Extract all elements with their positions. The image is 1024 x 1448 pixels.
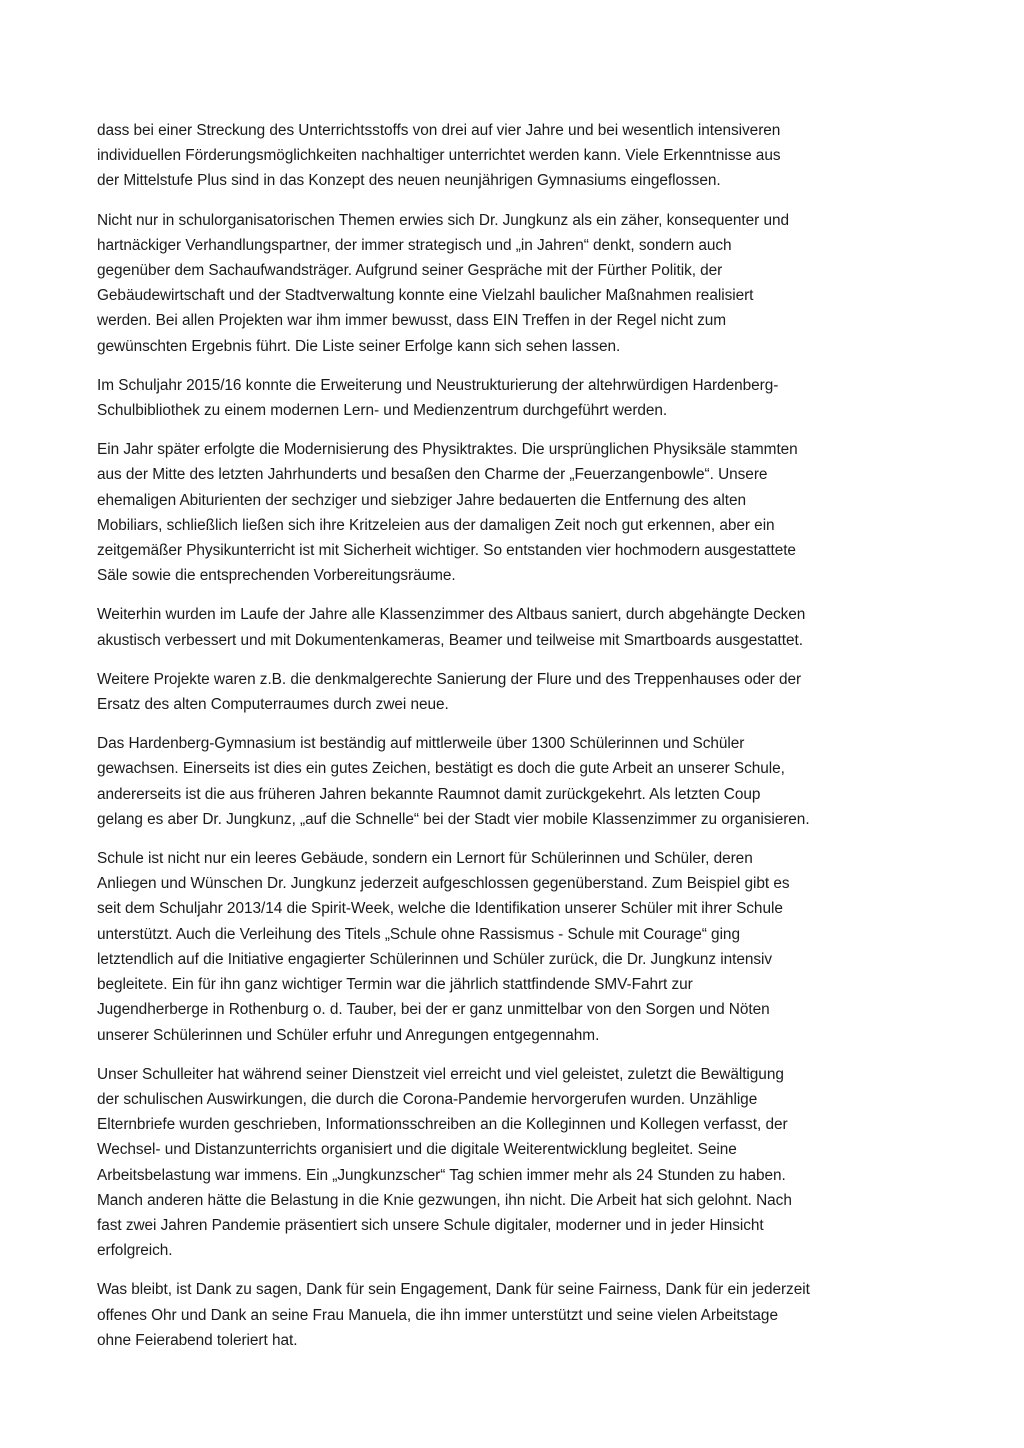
text-line: Ersatz des alten Computerraumes durch zwei neue. [97, 696, 449, 714]
text-line: seit dem Schuljahr 2013/14 die Spirit-Week, welche die Identifikation unserer Schüler mit ihrer Schule [97, 900, 783, 918]
text-line: zeitgemäßer Physikunterricht ist mit Sicherheit wichtiger. So entstanden vier hochmodern ausgestattete [97, 542, 796, 560]
text-line: Anliegen und Wünschen Dr. Jungkunz jederzeit aufgeschlossen gegenüberstand. Zum Beispiel gibt es [97, 875, 790, 893]
text-line: gelang es aber Dr. Jungkunz, „auf die Schnelle“ bei der Stadt vier mobile Klassenzimmer zu organisieren. [97, 810, 810, 828]
text-line: Gebäudewirtschaft und der Stadtverwaltung konnte eine Vielzahl baulicher Maßnahmen realisiert [97, 287, 754, 305]
text-line: individuellen Förderungsmöglichkeiten nachhaltiger unterrichtet werden kann. Viele Erkenntnisse aus [97, 147, 781, 165]
paragraph-9 [97, 1062, 907, 1264]
paragraph-8 [97, 846, 907, 1048]
text-line: gewünschten Ergebnis führt. Die Liste seiner Erfolge kann sich sehen lassen. [97, 337, 621, 355]
text-line: dass bei einer Streckung des Unterrichtsstoffs von drei auf vier Jahre und bei wesentlich intensiveren [97, 122, 781, 139]
text-line: Weiterhin wurden im Laufe der Jahre alle Klassenzimmer des Altbaus saniert, durch abgehängte Decken [97, 606, 806, 624]
text-line: Schulbibliothek zu einem modernen Lern- und Medienzentrum durchgeführt werden. [97, 402, 668, 420]
text-line: Unser Schulleiter hat während seiner Dienstzeit viel erreicht und viel geleistet, zuletzt die Bewältigung [97, 1065, 784, 1083]
text-line: unserer Schülerinnen und Schüler erfuhr und Anregungen entgegennahm. [97, 1026, 600, 1044]
text-line: werden. Bei allen Projekten war ihm immer bewusst, dass EIN Treffen in der Regel nicht zum [97, 312, 727, 330]
text-line: letztendlich auf die Initiative engagierter Schülerinnen und Schüler zurück, die Dr. Jungkunz intensiv [97, 950, 773, 968]
text-line: unterstützt. Auch die Verleihung des Titels „Schule ohne Rassismus - Schule mit Courage“ ging [97, 925, 740, 943]
text-line: Nicht nur in schulorganisatorischen Themen erwies sich Dr. Jungkunz als ein zäher, konsequenter und [97, 211, 790, 229]
text-line: Wechsel- und Distanzunterrichts organisiert und die digitale Weiterentwicklung begleitet. Seine [97, 1141, 737, 1159]
text-line: offenes Ohr und Dank an seine Frau Manuela, die ihn immer unterstützt und seine vielen Arbeitstage [97, 1306, 778, 1324]
text-line: gewachsen. Einerseits ist dies ein gutes Zeichen, bestätigt es doch die gute Arbeit an unserer Schule, [97, 760, 785, 778]
text-line: Jugendherberge in Rothenburg o. d. Tauber, bei der er ganz unmittelbar von den Sorgen und Nöten [97, 1001, 770, 1019]
text-line: Säle sowie die entsprechenden Vorbereitungsräume. [97, 567, 456, 585]
text-line: aus der Mitte des letzten Jahrhunderts und besaßen den Charme der „Feuerzangenbowle“. Unsere [97, 466, 768, 484]
text-line: fast zwei Jahren Pandemie präsentiert sich unsere Schule digitaler, moderner und in jeder Hinsicht [97, 1216, 764, 1234]
text-line: Schule ist nicht nur ein leeres Gebäude, sondern ein Lernort für Schülerinnen und Schüler, deren [97, 850, 753, 868]
paragraph-5 [97, 602, 907, 652]
text-line: Im Schuljahr 2015/16 konnte die Erweiterung und Neustrukturierung der altehrwürdigen Hardenberg- [97, 376, 779, 394]
text-line: Arbeitsbelastung war immens. Ein „Jungkunzscher“ Tag schien immer mehr als 24 Stunden zu haben. [97, 1166, 786, 1184]
text-line: Elternbriefe wurden geschrieben, Informationsschreiben an die Kolleginnen und Kollegen verfasst, der [97, 1116, 788, 1134]
paragraph-1 [97, 118, 907, 194]
text-line: der schulischen Auswirkungen, die durch die Corona-Pandemie hervorgerufen wurden. Unzählige [97, 1090, 758, 1108]
paragraph-2 [97, 208, 907, 359]
text-line: Was bleibt, ist Dank zu sagen, Dank für sein Engagement, Dank für seine Fairness, Dank für ein jederzeit [97, 1281, 810, 1299]
text-line: erfolgreich. [97, 1242, 173, 1260]
text-line: akustisch verbessert und mit Dokumentenkameras, Beamer und teilweise mit Smartboards ausgestattet. [97, 631, 803, 649]
text-line: der Mittelstufe Plus sind in das Konzept des neuen neunjährigen Gymnasiums eingeflossen. [97, 172, 721, 190]
text-line: Manch anderen hätte die Belastung in die Knie gezwungen, ihn nicht. Die Arbeit hat sich gelohnt. Nach [97, 1191, 792, 1209]
document-body [97, 118, 907, 1367]
paragraph-3 [97, 373, 907, 423]
text-line: andererseits ist die aus früheren Jahren bekannte Raumnot damit zurückgekehrt. Als letzten Coup [97, 785, 761, 803]
paragraph-10 [97, 1277, 907, 1353]
text-line: ehemaligen Abiturienten der sechziger und siebziger Jahre bedauerten die Entfernung des alten [97, 491, 747, 509]
text-line: Das Hardenberg-Gymnasium ist beständig auf mittlerweile über 1300 Schülerinnen und Schüler [97, 735, 745, 753]
paragraph-4 [97, 437, 907, 588]
text-line: Mobiliars, schließlich ließen sich ihre Kritzeleien aus der damaligen Zeit noch gut erkennen, aber ein [97, 516, 775, 534]
text-line: begleitete. Ein für ihn ganz wichtiger Termin war die jährlich stattfindende SMV-Fahrt zur [97, 976, 693, 994]
text-line: Ein Jahr später erfolgte die Modernisierung des Physiktraktes. Die ursprünglichen Physiksäle stammten [97, 441, 798, 459]
text-line: Weitere Projekte waren z.B. die denkmalgerechte Sanierung der Flure und des Treppenhauses oder der [97, 670, 802, 688]
text-line: hartnäckiger Verhandlungspartner, der immer strategisch und „in Jahren“ denkt, sondern auch [97, 236, 732, 254]
paragraph-6 [97, 667, 907, 717]
paragraph-7 [97, 731, 907, 832]
text-line: gegenüber dem Sachaufwandsträger. Aufgrund seiner Gespräche mit der Fürther Politik, der [97, 262, 723, 280]
text-line: ohne Feierabend toleriert hat. [97, 1331, 298, 1349]
